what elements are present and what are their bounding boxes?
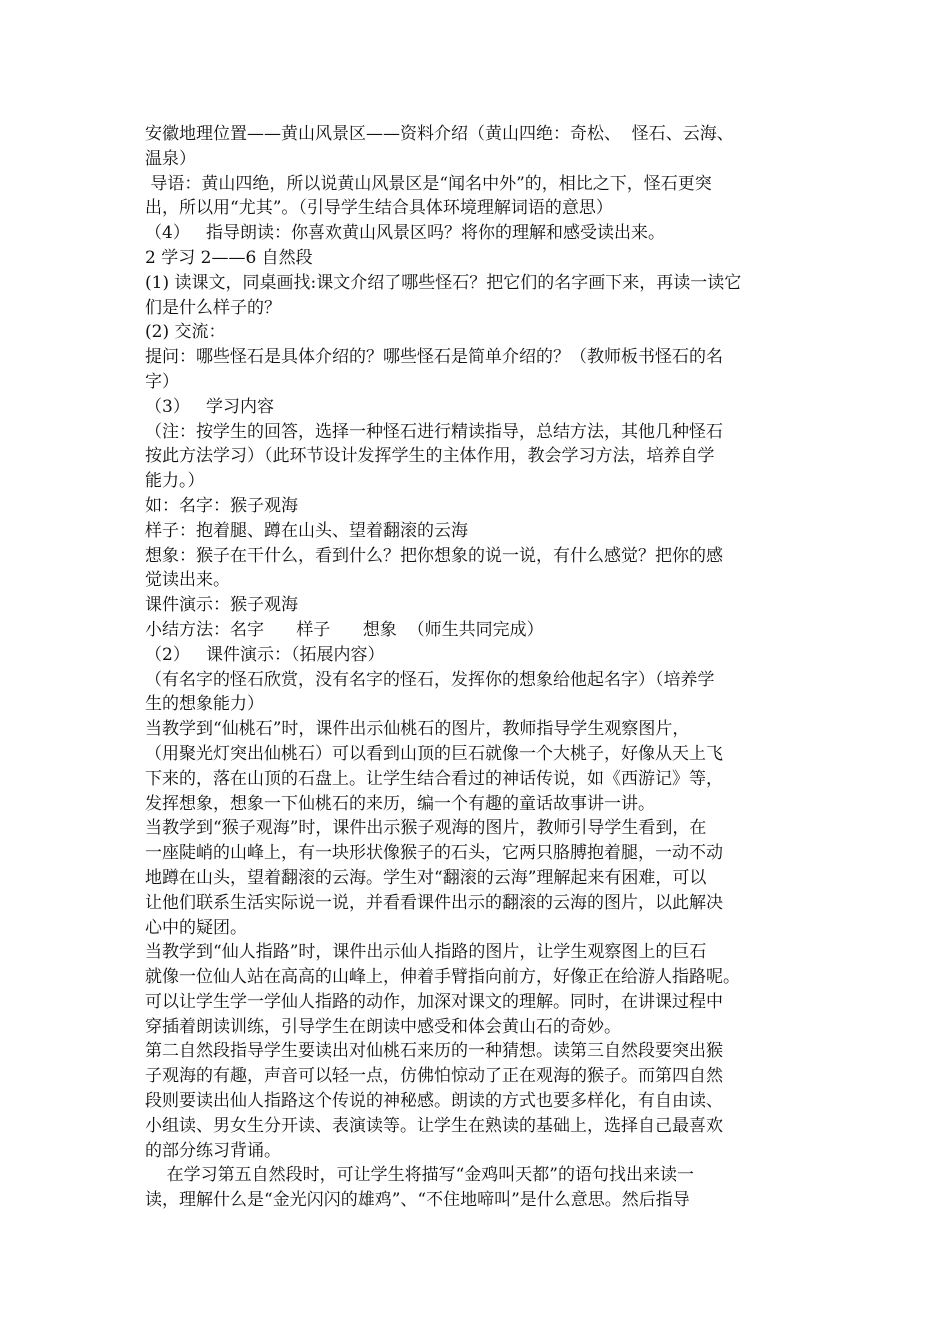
text-line: 下来的，落在山顶的石盘上。让学生结合看过的神话传说，如《西游记》等， xyxy=(145,768,723,789)
document-body xyxy=(145,122,815,1213)
text-line: 当教学到“猴子观海”时，课件出示猴子观海的图片，教师引导学生看到，在 xyxy=(145,818,707,839)
text-line: 能力。） xyxy=(145,471,205,492)
text-line: 就像一位仙人站在高高的山峰上，伸着手臂指向前方，好像正在给游人指路呢。 xyxy=(145,967,740,988)
text-line: （注：按学生的回答，选择一种怪石进行精读指导，总结方法，其他几种怪石 xyxy=(145,421,723,442)
text-line: 段则要读出仙人指路这个传说的神秘感。朗读的方式也要多样化，有自由读、 xyxy=(145,1091,723,1112)
text-line: 发挥想象，想象一下仙桃石的来历，编一个有趣的童话故事讲一讲。 xyxy=(145,793,655,814)
text-line: 在学习第五自然段时，可让学生将描写“金鸡叫天都”的语句找出来读一 xyxy=(145,1165,694,1186)
text-line: （3） 学习内容 xyxy=(145,396,275,417)
text-line: 导语：黄山四绝，所以说黄山风景区是“闻名中外”的，相比之下，怪石更突 xyxy=(145,173,712,194)
text-line: 心中的疑团。 xyxy=(145,917,247,938)
text-line: 字） xyxy=(145,371,179,392)
text-line: 觉读出来。 xyxy=(145,570,230,591)
text-line: （4） 指导朗读：你喜欢黄山风景区吗？将你的理解和感受读出来。 xyxy=(145,223,666,244)
text-line: (1) 读课文，同桌画找:课文介绍了哪些怪石？把它们的名字画下来，再读一读它 xyxy=(145,272,742,293)
text-line: 当教学到“仙桃石”时，课件出示仙桃石的图片，教师指导学生观察图片， xyxy=(145,719,690,740)
text-line: 当教学到“仙人指路”时，课件出示仙人指路的图片，让学生观察图上的巨石 xyxy=(145,942,707,963)
text-line: 生的想象能力） xyxy=(145,694,264,715)
text-line: 可以让学生学一学仙人指路的动作，加深对课文的理解。同时，在讲课过程中 xyxy=(145,991,723,1012)
text-line: 如：名字：猴子观海 xyxy=(145,495,298,516)
text-line: （2） 课件演示：（拓展内容） xyxy=(145,644,385,665)
text-line: 小组读、男女生分开读、表演读等。让学生在熟读的基础上，选择自己最喜欢 xyxy=(145,1115,723,1136)
text-line: 一座陡峭的山峰上，有一块形状像猴子的石头，它两只胳膊抱着腿，一动不动 xyxy=(145,843,723,864)
text-line: 第二自然段指导学生要读出对仙桃石来历的一种猜想。读第三自然段要突出猴 xyxy=(145,1041,723,1062)
text-line: 的部分练习背诵。 xyxy=(145,1140,281,1161)
text-line: 小结方法：名字 样子 想象 （师生共同完成） xyxy=(145,619,544,640)
text-line: 让他们联系生活实际说一说，并看看课件出示的翻滚的云海的图片，以此解决 xyxy=(145,892,723,913)
text-line: 地蹲在山头，望着翻滚的云海。学生对“翻滚的云海”理解起来有困难，可以 xyxy=(145,867,707,888)
text-line: 读，理解什么是“金光闪闪的雄鸡”、“不住地啼叫”是什么意思。然后指导 xyxy=(145,1190,690,1211)
text-line: 2 学习 2——6 自然段 xyxy=(145,247,313,268)
text-line: 提问：哪些怪石是具体介绍的？哪些怪石是简单介绍的？（教师板书怪石的名 xyxy=(145,347,723,368)
text-line: (2) 交流： xyxy=(145,322,226,343)
text-line: 穿插着朗读训练，引导学生在朗读中感受和体会黄山石的奇妙。 xyxy=(145,1016,621,1037)
text-line: （用聚光灯突出仙桃石）可以看到山顶的巨石就像一个大桃子，好像从天上飞 xyxy=(145,743,723,764)
text-line: 安徽地理位置——黄山风景区——资料介绍（黄山四绝：奇松、 怪石、云海、 xyxy=(145,124,734,144)
text-line: 子观海的有趣，声音可以轻一点，仿佛怕惊动了正在观海的猴子。而第四自然 xyxy=(145,1066,723,1087)
text-line: 样子：抱着腿、蹲在山头、望着翻滚的云海 xyxy=(145,520,468,541)
text-line: 课件演示：猴子观海 xyxy=(145,595,298,616)
text-line: （有名字的怪石欣赏，没有名字的怪石，发挥你的想象给他起名字）（培养学 xyxy=(145,669,715,690)
text-line: 按此方法学习）（此环节设计发挥学生的主体作用，教会学习方法，培养自学 xyxy=(145,446,715,467)
text-line: 出，所以用“尤其”。（引导学生结合具体环境理解词语的意思） xyxy=(145,198,613,219)
text-line: 温泉） xyxy=(145,148,196,169)
text-line: 们是什么样子的？ xyxy=(145,297,281,318)
text-line: 想象：猴子在干什么，看到什么？把你想象的说一说，有什么感觉？把你的感 xyxy=(145,545,723,566)
